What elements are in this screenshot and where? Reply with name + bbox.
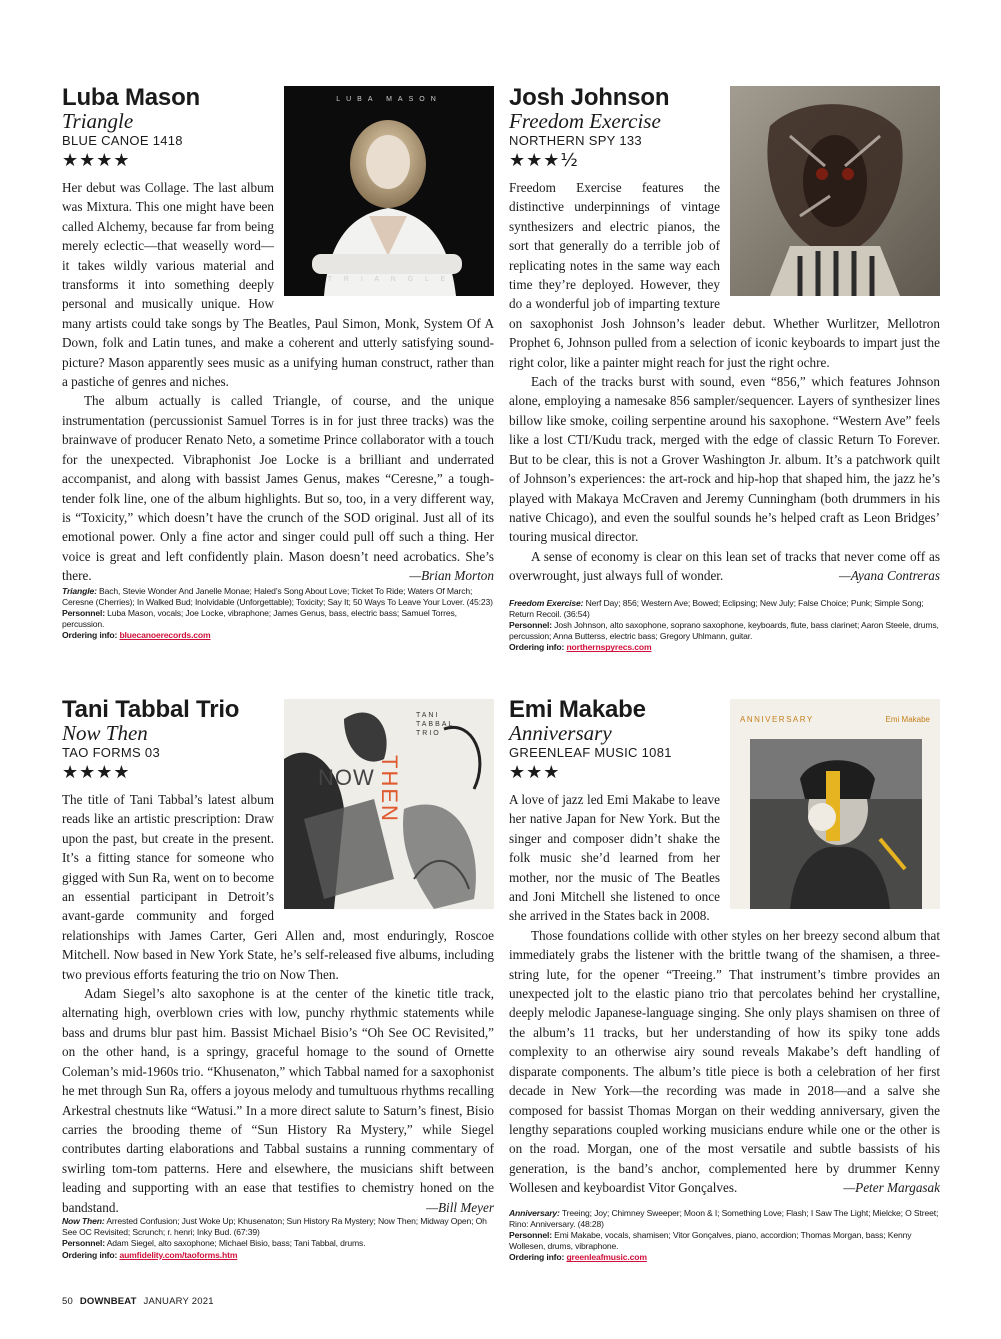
ordering-info: Ordering info: bluecanoerecords.com (62, 630, 211, 641)
record-label: BLUE CANOE 1418 (62, 133, 183, 148)
review-paragraph: Each of the tracks burst with sound, even “856,” which features Johnson alone, employing a namesake 856 sampler/sequencer. Layers of synthesizer lines billow like smoke, coiling serpentine around his saxophone. “Western Ave” feels like a lost CTI/Kudu track, merged with the edge of classic Return To Forever. But to be clear, this is not a Grover Washington Jr. album. It’s a patchwork quilt of Johnson’s experiences: the art-rock and hip-hop that shaped him, the jazz he’s played with Makaya McCraven and Jeremy Cunningham (both drummers in his native Chicago), and even the soulful sounds he’s helped craft as Leon Bridges’ touring musical director. (509, 374, 940, 545)
magazine-name: DOWNBEAT (79, 1296, 137, 1307)
star-rating: ★★★★ (62, 150, 131, 171)
record-label: GREENLEAF MUSIC 1081 (509, 745, 672, 760)
review-paragraph: A love of jazz led Emi Makabe to leave her native Japan for New York. But the singer and composer didn’t shake the folk music she’d learned from her mother, nor the music of The Beatles and Joni Mitchell she listened to once she arrived in the States back in 2008. (509, 792, 720, 924)
review-josh-johnson (509, 84, 940, 586)
album-cover-anniversary (730, 699, 940, 909)
cover-title-text: ANNIVERSARY (740, 715, 814, 724)
cover-artist-text: Emi Makabe (885, 715, 930, 724)
reviewer-byline: —Brian Morton (409, 568, 494, 584)
cover-photo-illustration (730, 699, 940, 909)
ordering-info: Ordering info: northernspyrecs.com (509, 642, 652, 653)
album-title: Triangle (62, 109, 134, 133)
album-title: Freedom Exercise (509, 109, 661, 133)
star-rating: ★★★★ (62, 762, 131, 783)
review-paragraph: Those foundations collide with other styles on her breezy second album that immediately grabs the listener with the brittle twang of the shamisen, a three-string lute, for the opener “Treeing.” That instrument’s timbre provides an unexpected jolt to the elastic piano trio that percolates behind her crystalline, deeply melodic Japanese-language singing. She only plays shamisen on three of the album’s 11 tracks, but her understanding of how its spiky tone adds complexity to an otherwise airy sound reveals Makabe’s deft handling of disparate components. The album’s title piece is both a celebration of her first decade in New York—the recording was made in 2018—and a salve she composed for bassist Thomas Morgan on their wedding anniversary, given the lengthy separations coupled working musicians endure while one or the other is on the road. Morgan, one of the most versatile and subtle bassists of his generation, is the band’s anchor, complemented here by drummer Kenny Wollesen and keyboardist Vitor Gonçalves. —Peter Margasak (509, 926, 940, 1198)
cover-artist-text: TANI TABBAL TRIO (416, 712, 455, 737)
reviewer-byline: —Ayana Contreras (839, 568, 940, 584)
personnel: Personnel: Luba Mason, vocals; Joe Locke, vibraphone; James Genus, bass, electric bass; Samuel Torres, percussion. (62, 608, 457, 629)
issue-date: JANUARY 2021 (143, 1296, 214, 1307)
page-footer (62, 1296, 218, 1307)
artist-name: Luba Mason (62, 84, 201, 111)
album-cover-freedom-exercise (730, 86, 940, 296)
cover-abstract-portrait (730, 86, 940, 296)
personnel: Personnel: Adam Siegel, alto saxophone; Michael Bisio, bass; Tani Tabbal, drums. (62, 1238, 366, 1249)
star-rating: ★★★ (509, 762, 561, 783)
album-cover-now-then (284, 699, 494, 909)
cover-now-text: NOW (318, 765, 375, 790)
review-paragraph: The album actually is called Triangle, of course, and the unique instrumentation (percussionist Samuel Torres is in for just three tracks) was the brainwave of producer Renato Neto, a sometime Prince collaborator with a touch for the unexpected. Vibraphonist Joe Locke is a brilliant and underrated accompanist, and along with bassist James Genus, makes “Ceresne,” a tough-tender folk line, one of the album highlights. But so, too, in a very different way, is “Toxicity,” which doesn’t have the crunch of the SOD original. Just all of its emotional power. Only a fine actor and singer could pull off such a thing. Her voice is great and left confidently plain. Mason doesn’t need acrobatics. She’s there. —Brian Morton (62, 391, 494, 585)
ordering-link[interactable]: northernspyrecs.com (566, 642, 652, 653)
artist-name: Josh Johnson (509, 84, 670, 111)
review-paragraph: A sense of economy is clear on this lean set of tracks that never come off as overwrought, just always full of wonder. —Ayana Contreras (509, 547, 940, 586)
review-paragraph: Freedom Exercise features the distinctive underpinnings of vintage synthesizers and electric pianos, the sort that generally do a terrible job of replicating notes in the same way each time they’re deployed. However, they do a wonderful job of imparting texture on saxophonist Josh Johnson’s leader debut. Whether Wurlitzer, Mellotron Prophet 6, Johnson pulled from a selection of iconic keyboards to impart just the right color, like a painter might reach for just the right ochre. (509, 180, 940, 370)
artist-name: Tani Tabbal Trio (62, 696, 240, 723)
ordering-link[interactable]: aumfidelity.com/taoforms.htm (119, 1249, 238, 1260)
personnel: Personnel: Emi Makabe, vocals, shamisen; Vitor Gonçalves, piano, accordion; Thomas Morgan, bass; Kenny Wollesen, drums, vibraphone. (509, 1230, 912, 1251)
ordering-info: Ordering info: aumfidelity.com/taoforms.htm (62, 1249, 238, 1260)
album-info-now-then (62, 1216, 494, 1261)
review-paragraph: The title of Tani Tabbal’s latest album reads like an artistic prescription: Draw upon the past, but create in the present. It’s a fitting stance for someone who gigged with Sun Ra, went on to become an essential participant in Detroit’s avant-garde community and forged relationships with James Carter, Geri Allen and, most enduringly, Roscoe Mitchell. Now based in New York State, he’s self-released five albums, including two previous efforts featuring the trio on Now Then. (62, 792, 494, 982)
reviewer-byline: —Peter Margasak (843, 1180, 940, 1196)
ordering-link[interactable]: bluecanoerecords.com (119, 630, 211, 641)
track-list: Now Then: Arrested Confusion; Just Woke Up; Khusenaton; Sun History Ra Mystery; Now Then; Midway Open; Oh See OC Revisited; Scrunch; r. henri; Inky Bud. (67:39) (62, 1216, 487, 1237)
review-tani-tabbal-trio (62, 696, 494, 1217)
artist-name: Emi Makabe (509, 696, 646, 723)
star-rating: ★★★½ (509, 150, 579, 171)
album-info-triangle (62, 586, 494, 642)
page-number: 50 (62, 1296, 73, 1307)
album-info-anniversary (509, 1208, 940, 1264)
album-title: Anniversary (509, 721, 612, 745)
record-label: NORTHERN SPY 133 (509, 133, 642, 148)
record-label: TAO FORMS 03 (62, 745, 160, 760)
review-luba-mason (62, 84, 494, 586)
review-emi-makabe (509, 696, 940, 1198)
album-info-freedom-exercise (509, 598, 940, 654)
reviewer-byline: —Bill Meyer (426, 1199, 494, 1215)
cover-portrait-illustration (284, 86, 494, 296)
review-paragraph: Her debut was Collage. The last album was Mixtura. This one might have been called Alchemy, because far from being merely eclectic—that weaselly word—it takes wildly various material and transforms it into something deeply personal and musically unique. How many artists could take songs by The Beatles, Paul Simon, Monk, System Of A Down, folk and Latin tunes, and make a coherent and utterly satisfying sound-picture? Mason apparently sees music as a unifying human construct, rather than a pastiche of genres and niches. (62, 180, 494, 390)
track-list: Triangle: Bach, Stevie Wonder And Janelle Monae; Haled’s Song About Love; Ticket To Ride; Waters Of March; Ceresne (Cherries); In Walked Bud; Inolvidable (Unforgettable); Toxicity; Say It; 50 Ways To Leave Your Lover. (45:23) (62, 586, 493, 607)
ordering-link[interactable]: greenleafmusic.com (566, 1252, 647, 1263)
ordering-info: Ordering info: greenleafmusic.com (509, 1252, 647, 1263)
album-title: Now Then (62, 721, 148, 745)
cover-artist-text: LUBA MASON (336, 96, 442, 103)
review-paragraph: Adam Siegel’s alto saxophone is at the center of the kinetic title track, alternating high, overblown cries with low, punchy rhythmic statements while bass and drums blur past him. Bassist Michael Bisio’s “Oh See OC Revisited,” on the other hand, is a springy, graceful homage to the sound of Ornette Coleman’s mid-1960s trio. “Khusenaton,” which Tabbal named for a saxophonist he met through Sun Ra, offers a joyous melody and tumultuous rhythms recalling Arkestral chestnuts like “Watusi.” In a more direct salute to Saturn’s finest, Bisio carries the brooding theme of “Sun History Ra Mystery,” while Siegel contributes darting elaborations and Tabbal sustains a running commentary of swirling tom-tom patterns. Here and elsewhere, the musicians shift between leading and supporting with an ease that testifies to chemistry honed on the bandstand. —Bill Meyer (62, 984, 494, 1217)
album-cover-triangle (284, 86, 494, 296)
track-list: Freedom Exercise: Nerf Day; 856; Western Ave; Bowed; Eclipsing; New July; False Choice; Punk; Simple Song; Return Recoil. (36:54) (509, 598, 924, 619)
cover-then-text: THEN (377, 755, 402, 823)
cover-title-text: T R I A N G L E (327, 276, 451, 283)
personnel: Personnel: Josh Johnson, alto saxophone, soprano saxophone, keyboards, flute, bass clarinet; Aaron Steele, drums, percussion; Anna Butterss, electric bass; Gregory Uhlmann, guitar. (509, 620, 939, 641)
track-list: Anniversary: Treeing; Joy; Chimney Sweeper; Moon & I; Something Love; Flash; I Saw The Light; Mielcke; O Street; Rino: Anniversary. (48:28) (509, 1208, 939, 1229)
